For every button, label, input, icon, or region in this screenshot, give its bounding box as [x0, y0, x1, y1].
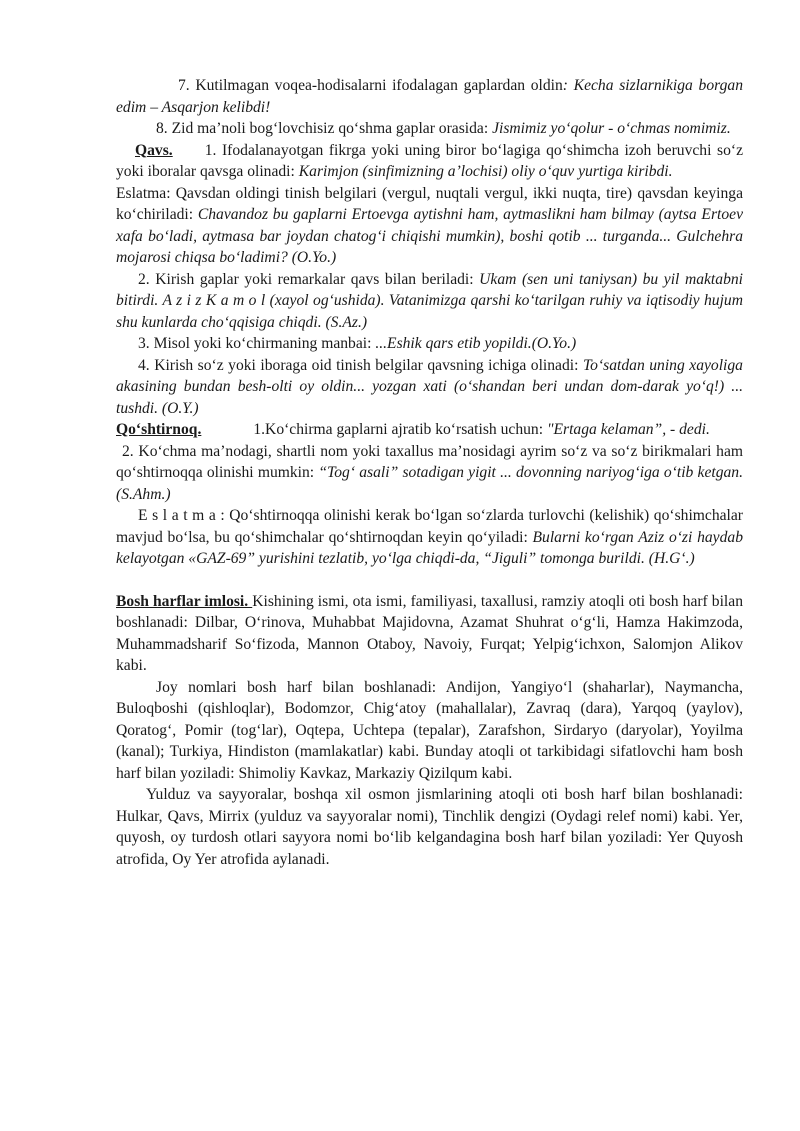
qavs-rule-2-text: 2. Kirish gaplar yoki remarkalar qavs bilan beriladi: [138, 270, 480, 288]
bosh-harflar-rule-1 [116, 591, 743, 677]
qoshtirnoq-rule-2-example: “Tog‘ asali” sotadigan yigit ... dovonning nariyog‘iga o‘tib ketgan. (S.Ahm.) [116, 464, 743, 503]
qavs-rule-1-example: Karimjon (sinfimizning a’lochisi) oliy o‘quv yurtiga kiribdi. [298, 163, 673, 180]
qavs-rule-3-text: 3. Misol yoki ko‘chirmaning manbai: [138, 335, 376, 352]
qoshtirnoq-rule-1 [116, 419, 743, 441]
qavs-note-text: Eslatma: Qavsdan oldingi tinish belgilari (vergul, nuqtali vergul, ikki nuqta, tire) qavsdan keyinga ko‘chiriladi: [116, 184, 743, 223]
qoshtirnoq-rule-1-text: 1.Ko‘chirma gaplarni ajratib ko‘rsatish uchun: [253, 421, 547, 438]
rule-8-example: Jismimiz yo‘qolur - o‘chmas nomimiz. [492, 120, 731, 137]
document-page [116, 75, 743, 870]
qavs-heading: Qavs. [135, 141, 173, 159]
qoshtirnoq-heading: Qo‘shtirnoq. [116, 421, 202, 438]
qavs-note [116, 183, 743, 269]
qoshtirnoq-note-example: Bularni ko‘rgan Aziz o‘zi haydab kelayotgan «GAZ-69” yurishini tezlatib, yo‘lga chiqdi-da, “Jiguli” tomonga burildi. (H.G‘.) [116, 528, 743, 567]
qavs-rule-2 [116, 269, 743, 334]
qavs-rule-4-text: 4. Kirish so‘z yoki iboraga oid tinish belgilar qavsning ichiga olinadi: [138, 356, 583, 374]
qoshtirnoq-note [116, 505, 743, 570]
rule-7-text: 7. Kutilmagan voqea-hodisalarni ifodalagan gaplardan oldin [178, 77, 563, 94]
bosh-harflar-rule-1-text: Kishining ismi, ota ismi, familiyasi, taxallusi, ramziy atoqli oti bosh harf bilan boshlanadi: Dilbar, O‘rinova, Muhabbat Majidovna, Azamat Shuhrat o‘g‘li, Hamza Hakimzoda, Muhammadsharif So‘fizoda, Mannon Otaboy, Navoiy, Furqat; Yelpig‘ichxon, Salomjon Alikov kabi. [116, 592, 743, 674]
qoshtirnoq-rule-2-text: 2. Ko‘chma ma’nodagi, shartli nom yoki taxallus ma’nosidagi ayrim so‘z va so‘z birikmalari ham qo‘shtirnoqqa olinishi mumkin: [116, 442, 743, 481]
bosh-harflar-rule-3 [116, 784, 743, 870]
qoshtirnoq-note-text: E s l a t m a : Qo‘shtirnoqqa olinishi kerak bo‘lgan so‘zlarda turlovchi (kelishik) qo‘shimchalar mavjud bo‘lsa, bu qo‘shimchalar qo‘shtirnoqdan keyin qo‘yiladi: [116, 507, 743, 546]
rule-8 [116, 118, 743, 140]
bosh-harflar-rule-2-text: Joy nomlari bosh harf bilan boshlanadi: Andijon, Yangiyo‘l (shaharlar), Naymancha, Buloqboshi (qishloqlar), Bodomzor, Chig‘atoy (mahallalar), Zavraq (dara), Yarqoq (yaylov), Qoratog‘, Pomir (tog‘lar), Oqtepa, Uchtepa (tepalar), Zarafshon, Sirdaryo (daryolar), Yoyilma (kanal); Turkiya, Hindiston (mamlakatlar) kabi. Bunday atoqli ot tarkibidagi sifatlovchi ham bosh harf bilan yoziladi: Shimoliy Kavkaz, Markaziy Qizilqum kabi. [116, 678, 743, 782]
qavs-rule-2-example: Ukam (sen uni taniysan) bu yil maktabni bitirdi. A z i z K a m o l (xayol og‘ushida). Vatanimizga qarshi ko‘tarilgan ruhiy va iqtisodiy hujum shu kunlarda cho‘qqisiga chiqdi. (S.Az.) [116, 270, 743, 331]
rule-8-text: 8. Zid ma’noli bog‘lovchisiz qo‘shma gaplar orasida: [156, 120, 493, 137]
qavs-rule-3 [116, 333, 743, 355]
qavs-rule-4-example: To‘satdan uning xayoliga akasining bundan besh-olti oy oldin... yozgan xati (o‘shandan beri undan dom-darak yo‘q!) ... tushdi. (O.Y.) [116, 356, 743, 417]
bosh-harflar-heading: Bosh harflar imlosi. [116, 592, 253, 610]
rule-7-example: : Kecha sizlarnikiga borgan edim – Asqarjon kelibdi! [116, 77, 743, 116]
qoshtirnoq-rule-2 [116, 441, 743, 506]
qavs-rule-1-text: 1. Ifodalanayotgan fikrga yoki uning biror bo‘lagiga qo‘shimcha izoh beruvchi so‘z yoki iboralar qavsga olinadi: [116, 141, 743, 180]
qavs-rule-1 [116, 140, 743, 183]
qoshtirnoq-rule-1-example: "Ertaga kelaman”, - dedi. [546, 421, 710, 438]
rule-7 [116, 75, 743, 118]
bosh-harflar-rule-2 [116, 677, 743, 785]
qavs-rule-4 [116, 355, 743, 420]
qavs-rule-3-example: ...Eshik qars etib yopildi.(O.Yo.) [375, 335, 577, 352]
bosh-harflar-rule-3-text: Yulduz va sayyoralar, boshqa xil osmon jismlarining atoqli oti bosh harf bilan boshlanadi: Hulkar, Qavs, Mirrix (yulduz va sayyoralar nomi), Tinchlik dengizi (Oydagi relef nomi) kabi. Yer, quyosh, oy turdosh otlari sayyora nomi bo‘lib kelgandagina bosh harf bilan yoziladi: Yer Quyosh atrofida, Oy Yer atrofida aylanadi. [116, 786, 743, 868]
qavs-note-example: Chavandoz bu gaplarni Ertoevga aytishni ham, aytmaslikni ham bilmay (aytsa Ertoev xafa bo‘ladi, aytmasa bar joydan chatog‘i chiqishi mumkin), boshi qotib ... turganda... Gulchehra mojarosi chiqsa bo‘ladimi? (O.Yo.) [116, 206, 744, 266]
